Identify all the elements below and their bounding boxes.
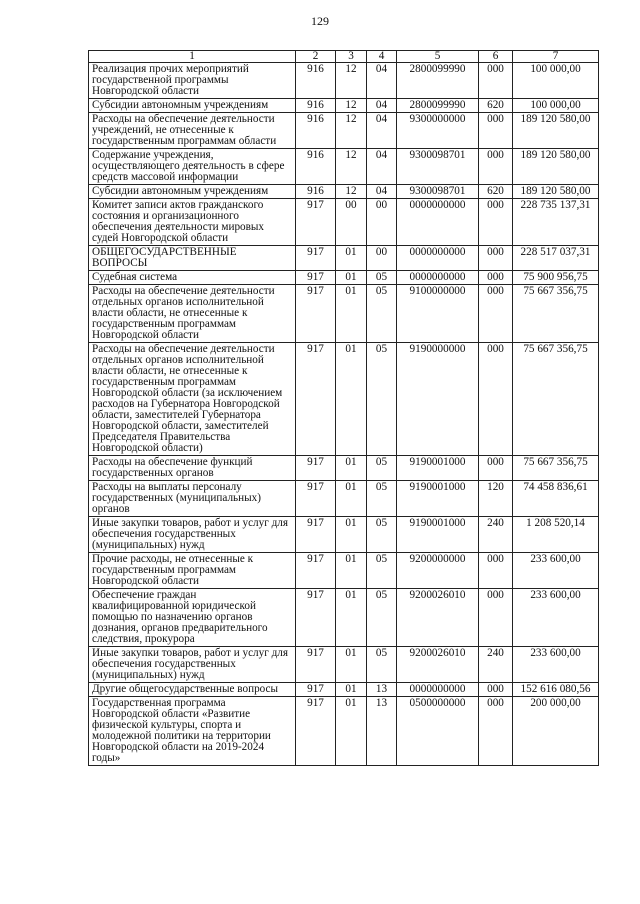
row-section-code: 12 <box>336 149 367 185</box>
table-row <box>89 113 599 149</box>
row-section-code: 01 <box>336 343 367 456</box>
table-row <box>89 149 599 185</box>
table-row <box>89 553 599 589</box>
row-section-code: 12 <box>336 63 367 99</box>
row-expense-type: 000 <box>479 199 513 246</box>
table-row <box>89 456 599 481</box>
column-header: 3 <box>336 51 367 63</box>
row-expense-type: 240 <box>479 517 513 553</box>
row-admin-code: 917 <box>296 246 336 271</box>
row-name: Иные закупки товаров, работ и услуг для обеспечения государственных (муниципальных) нужд <box>89 517 296 553</box>
row-section-code: 01 <box>336 285 367 343</box>
row-amount: 228 517 037,31 <box>513 246 599 271</box>
table-row <box>89 246 599 271</box>
row-amount: 100 000,00 <box>513 99 599 113</box>
table-row <box>89 589 599 647</box>
row-name: Иные закупки товаров, работ и услуг для обеспечения государственных (муниципальных) нужд <box>89 647 296 683</box>
row-subsection-code: 00 <box>367 246 397 271</box>
table-row <box>89 683 599 697</box>
row-section-code: 01 <box>336 456 367 481</box>
row-admin-code: 917 <box>296 589 336 647</box>
row-subsection-code: 05 <box>367 271 397 285</box>
row-expense-type: 000 <box>479 589 513 647</box>
row-admin-code: 917 <box>296 553 336 589</box>
row-section-code: 01 <box>336 271 367 285</box>
row-subsection-code: 05 <box>367 517 397 553</box>
row-expense-type: 000 <box>479 285 513 343</box>
row-expense-type: 000 <box>479 343 513 456</box>
row-admin-code: 917 <box>296 199 336 246</box>
table-row <box>89 99 599 113</box>
row-name: Расходы на обеспечение деятельности отдельных органов исполнительной власти области, не отнесенные к государственным программам Новгородской области (за исключением расходов на Губернатора Новгородской области, заместителей Губернатора Новгородской области, заместителей Председателя Правительства Новгородской области) <box>89 343 296 456</box>
row-amount: 233 600,00 <box>513 553 599 589</box>
row-admin-code: 917 <box>296 697 336 766</box>
row-target-code: 9190001000 <box>397 517 479 553</box>
row-amount: 189 120 580,00 <box>513 149 599 185</box>
column-header: 2 <box>296 51 336 63</box>
row-expense-type: 000 <box>479 63 513 99</box>
row-amount: 233 600,00 <box>513 589 599 647</box>
row-admin-code: 916 <box>296 113 336 149</box>
row-name: Прочие расходы, не отнесенные к государственным программам Новгородской области <box>89 553 296 589</box>
table-header-row <box>89 51 599 63</box>
row-target-code: 9190001000 <box>397 481 479 517</box>
row-section-code: 01 <box>336 246 367 271</box>
row-name: Судебная система <box>89 271 296 285</box>
row-subsection-code: 05 <box>367 481 397 517</box>
row-subsection-code: 05 <box>367 553 397 589</box>
row-target-code: 0000000000 <box>397 246 479 271</box>
row-section-code: 01 <box>336 697 367 766</box>
row-subsection-code: 04 <box>367 63 397 99</box>
page-number: 129 <box>311 14 329 28</box>
table-row <box>89 199 599 246</box>
table-body <box>89 63 599 766</box>
row-subsection-code: 05 <box>367 343 397 456</box>
row-name: Другие общегосударственные вопросы <box>89 683 296 697</box>
row-subsection-code: 05 <box>367 589 397 647</box>
row-name: Расходы на выплаты персоналу государственных (муниципальных) органов <box>89 481 296 517</box>
row-target-code: 9300000000 <box>397 113 479 149</box>
row-name: Реализация прочих мероприятий государственной программы Новгородской области <box>89 63 296 99</box>
row-subsection-code: 04 <box>367 113 397 149</box>
row-admin-code: 917 <box>296 683 336 697</box>
row-target-code: 9190001000 <box>397 456 479 481</box>
row-expense-type: 620 <box>479 185 513 199</box>
row-expense-type: 000 <box>479 683 513 697</box>
table-row <box>89 517 599 553</box>
row-admin-code: 916 <box>296 99 336 113</box>
row-section-code: 00 <box>336 199 367 246</box>
row-amount: 75 667 356,75 <box>513 343 599 456</box>
row-section-code: 01 <box>336 647 367 683</box>
row-amount: 1 208 520,14 <box>513 517 599 553</box>
row-amount: 200 000,00 <box>513 697 599 766</box>
row-amount: 189 120 580,00 <box>513 185 599 199</box>
row-name: Государственная программа Новгородской области «Развитие физической культуры, спорта и молодежной политики на территории Новгородской области на 2019-2024 годы» <box>89 697 296 766</box>
row-expense-type: 000 <box>479 553 513 589</box>
column-header: 7 <box>513 51 599 63</box>
row-subsection-code: 13 <box>367 683 397 697</box>
table-row <box>89 285 599 343</box>
row-amount: 75 667 356,75 <box>513 456 599 481</box>
budget-table <box>88 50 599 766</box>
row-expense-type: 000 <box>479 456 513 481</box>
row-amount: 233 600,00 <box>513 647 599 683</box>
row-target-code: 0000000000 <box>397 199 479 246</box>
row-subsection-code: 05 <box>367 647 397 683</box>
row-section-code: 01 <box>336 553 367 589</box>
row-target-code: 9300098701 <box>397 185 479 199</box>
column-header: 4 <box>367 51 397 63</box>
table-row <box>89 647 599 683</box>
row-target-code: 2800099990 <box>397 63 479 99</box>
row-amount: 74 458 836,61 <box>513 481 599 517</box>
row-amount: 75 667 356,75 <box>513 285 599 343</box>
table-row <box>89 481 599 517</box>
row-subsection-code: 05 <box>367 285 397 343</box>
row-expense-type: 000 <box>479 149 513 185</box>
table-row <box>89 271 599 285</box>
table-row <box>89 63 599 99</box>
row-target-code: 0000000000 <box>397 683 479 697</box>
row-subsection-code: 04 <box>367 185 397 199</box>
row-expense-type: 000 <box>479 271 513 285</box>
row-section-code: 01 <box>336 589 367 647</box>
row-expense-type: 120 <box>479 481 513 517</box>
row-admin-code: 917 <box>296 647 336 683</box>
row-subsection-code: 04 <box>367 99 397 113</box>
row-target-code: 2800099990 <box>397 99 479 113</box>
row-target-code: 9200026010 <box>397 589 479 647</box>
row-subsection-code: 13 <box>367 697 397 766</box>
table-row <box>89 697 599 766</box>
row-admin-code: 917 <box>296 343 336 456</box>
row-target-code: 9200000000 <box>397 553 479 589</box>
row-section-code: 12 <box>336 185 367 199</box>
row-amount: 75 900 956,75 <box>513 271 599 285</box>
row-admin-code: 917 <box>296 481 336 517</box>
row-section-code: 12 <box>336 113 367 149</box>
row-name: Содержание учреждения, осуществляющего деятельность в сфере средств массовой информации <box>89 149 296 185</box>
row-admin-code: 917 <box>296 456 336 481</box>
row-name: Расходы на обеспечение деятельности отдельных органов исполнительной власти области, не отнесенные к государственным программам Новгородской области <box>89 285 296 343</box>
row-admin-code: 917 <box>296 285 336 343</box>
row-admin-code: 916 <box>296 149 336 185</box>
row-target-code: 9190000000 <box>397 343 479 456</box>
row-name: Субсидии автономным учреждениям <box>89 185 296 199</box>
row-target-code: 0500000000 <box>397 697 479 766</box>
row-section-code: 01 <box>336 517 367 553</box>
row-expense-type: 000 <box>479 113 513 149</box>
row-target-code: 9100000000 <box>397 285 479 343</box>
row-amount: 228 735 137,31 <box>513 199 599 246</box>
row-subsection-code: 05 <box>367 456 397 481</box>
row-name: ОБЩЕГОСУДАРСТВЕННЫЕ ВОПРОСЫ <box>89 246 296 271</box>
row-amount: 189 120 580,00 <box>513 113 599 149</box>
row-subsection-code: 00 <box>367 199 397 246</box>
row-amount: 100 000,00 <box>513 63 599 99</box>
table-row <box>89 185 599 199</box>
row-admin-code: 916 <box>296 185 336 199</box>
row-section-code: 12 <box>336 99 367 113</box>
row-expense-type: 240 <box>479 647 513 683</box>
row-subsection-code: 04 <box>367 149 397 185</box>
row-target-code: 0000000000 <box>397 271 479 285</box>
row-name: Обеспечение граждан квалифицированной юридической помощью по назначению органов дознания, органов предварительного следствия, прокурора <box>89 589 296 647</box>
row-expense-type: 620 <box>479 99 513 113</box>
column-header: 5 <box>397 51 479 63</box>
row-name: Комитет записи актов гражданского состояния и организационного обеспечения деятельности мировых судей Новгородской области <box>89 199 296 246</box>
row-amount: 152 616 080,56 <box>513 683 599 697</box>
table-row <box>89 343 599 456</box>
row-section-code: 01 <box>336 481 367 517</box>
row-expense-type: 000 <box>479 246 513 271</box>
row-admin-code: 917 <box>296 517 336 553</box>
row-expense-type: 000 <box>479 697 513 766</box>
row-name: Расходы на обеспечение функций государственных органов <box>89 456 296 481</box>
row-name: Субсидии автономным учреждениям <box>89 99 296 113</box>
row-target-code: 9300098701 <box>397 149 479 185</box>
column-header: 6 <box>479 51 513 63</box>
row-name: Расходы на обеспечение деятельности учреждений, не отнесенные к государственным программам области <box>89 113 296 149</box>
row-admin-code: 917 <box>296 271 336 285</box>
row-target-code: 9200026010 <box>397 647 479 683</box>
column-header: 1 <box>89 51 296 63</box>
row-admin-code: 916 <box>296 63 336 99</box>
row-section-code: 01 <box>336 683 367 697</box>
